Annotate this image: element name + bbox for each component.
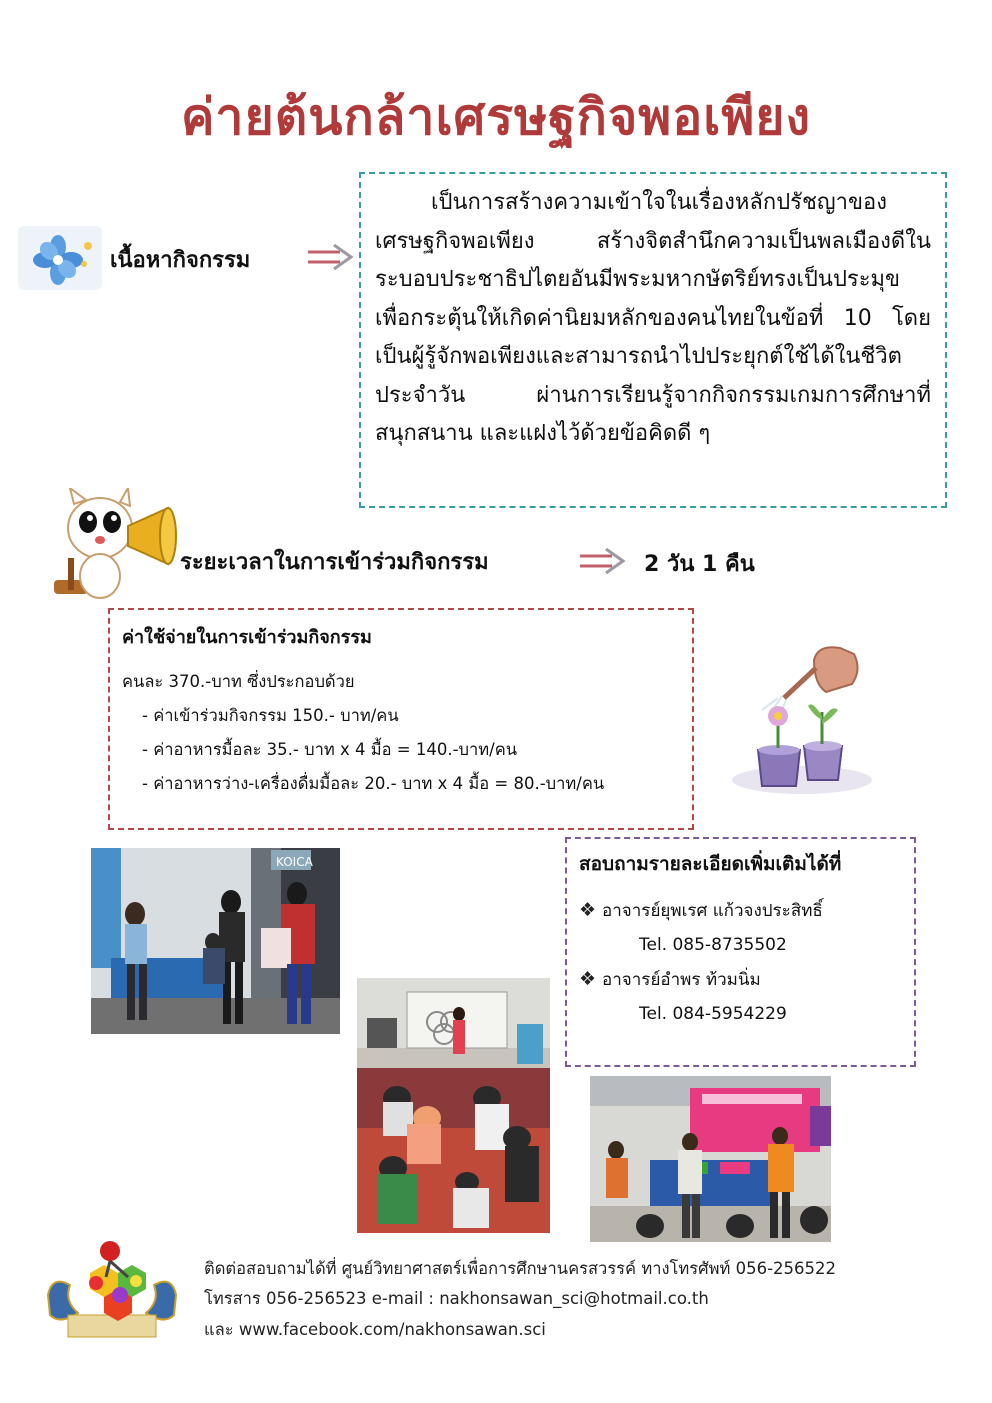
footer-line-3: และ www.facebook.com/nakhonsawan.sci	[204, 1320, 546, 1339]
contact-person-name: อาจารย์อำพร ท้วมนิ่ม	[602, 970, 761, 990]
contact-person-name: อาจารย์ยุพเรศ แก้วจงประสิทธิ์	[602, 901, 823, 921]
description-box	[359, 172, 947, 508]
watering-can-icon	[722, 640, 880, 800]
diamond-bullet-icon: ❖	[579, 899, 597, 921]
arrow-right-icon	[578, 546, 626, 576]
duration-value: 2 วัน 1 คืน	[644, 552, 755, 577]
cost-title: ค่าใช้จ่ายในการเข้าร่วมกิจกรรม	[122, 627, 372, 648]
diamond-bullet-icon: ❖	[579, 968, 597, 990]
contact-box	[565, 837, 916, 1067]
contact-title: สอบถามรายละเอียดเพิ่มเติมได้ที่	[579, 853, 842, 875]
cost-box	[108, 608, 694, 830]
mascot-megaphone-icon	[44, 488, 182, 612]
flower-icon	[18, 226, 102, 290]
cost-item: - ค่าเข้าร่วมกิจกรรม 150.- บาท/คน	[142, 706, 399, 725]
content-heading: เนื้อหากิจกรรม	[110, 248, 251, 273]
activity-photo-1	[91, 848, 340, 1034]
activity-photo-3	[590, 1076, 831, 1242]
footer-line-2: โทรสาร 056-256523 e-mail : nakhonsawan_sci@hotmail.co.th	[204, 1289, 709, 1308]
contact-person-tel: Tel. 084-5954229	[639, 1004, 787, 1024]
description-text: เป็นการสร้างความเข้าใจในเรื่องหลักปรัชญาของเศรษฐกิจพอเพียง สร้างจิตสำนึกความเป็นพลเมืองดีในระบอบประชาธิปไตยอันมีพระมหากษัตริย์ทรงเป็นประมุข เพื่อกระตุ้นให้เกิดค่านิยมหลักของคนไทยในข้อที่ 10 โดยเป็นผู้รู้จักพอเพียงและสามารถนำไปประยุกต์ใช้ได้ในชีวิตประจำวัน ผ่านการเรียนรู้จากกิจกรรมเกมการศึกษาที่สนุกสนาน และแฝงไว้ด้วยข้อคิดดี ๆ	[375, 190, 931, 446]
photo-sign-text: KOICA	[276, 855, 313, 869]
footer-line-1: ติดต่อสอบถามได้ที่ ศูนย์วิทยาศาสตร์เพื่อการศึกษานครสวรรค์ ทางโทรศัพท์ 056-256522	[204, 1259, 837, 1278]
cost-item: - ค่าอาหารว่าง-เครื่องดื่มมื้อละ 20.- บาท x 4 มื้อ = 80.-บาท/คน	[142, 774, 605, 793]
cost-intro: คนละ 370.-บาท ซึ่งประกอบด้วย	[122, 672, 355, 691]
science-center-logo-icon	[44, 1235, 180, 1353]
activity-photo-2	[357, 978, 550, 1233]
duration-label: ระยะเวลาในการเข้าร่วมกิจกรรม	[180, 550, 489, 575]
contact-person-tel: Tel. 085-8735502	[639, 935, 787, 955]
cost-item: - ค่าอาหารมื้อละ 35.- บาท x 4 มื้อ = 140.-บาท/คน	[142, 740, 518, 759]
contact-person	[579, 893, 902, 928]
contact-person	[579, 962, 902, 997]
arrow-right-icon	[306, 242, 354, 272]
page-title: ค่ายต้นกล้าเศรษฐกิจพอเพียง	[180, 87, 811, 146]
